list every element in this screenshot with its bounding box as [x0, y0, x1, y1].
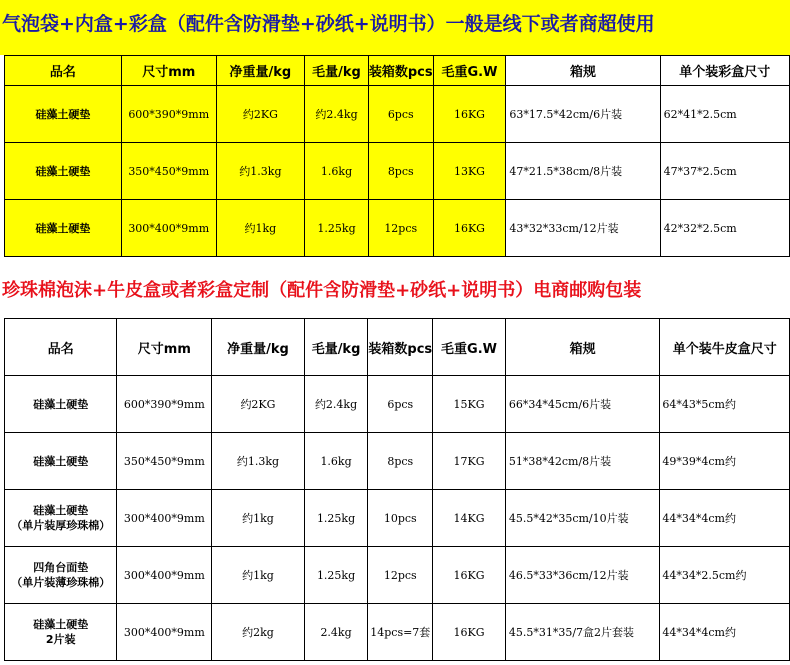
col-header-gross-weight: 毛量/kg [305, 56, 369, 86]
cell-name: 硅藻土硬垫 [5, 143, 122, 200]
table-row [5, 604, 790, 661]
cell-box-size: 44*34*4cm约 [660, 604, 790, 661]
table-row [5, 433, 790, 490]
cell-carton: 45.5*31*35/7盒2片套装 [505, 604, 660, 661]
cell-pcs: 12pcs [368, 200, 433, 257]
cell-size: 350*450*9mm [121, 143, 216, 200]
cell-carton: 63*17.5*42cm/6片装 [506, 86, 660, 143]
table-row [5, 143, 790, 200]
cell-size: 600*390*9mm [117, 376, 212, 433]
cell-box-size: 42*32*2.5cm [660, 200, 789, 257]
cell-net: 约1kg [212, 547, 304, 604]
table-row [5, 200, 790, 257]
cell-pcs: 6pcs [368, 86, 433, 143]
col-header-pcs: 装箱数pcs [368, 56, 433, 86]
col-header-size: 尺寸mm [117, 319, 212, 376]
cell-name-line2: （单片装薄珍珠棉） [11, 576, 111, 589]
cell-net: 约1kg [216, 200, 305, 257]
cell-gross: 1.25kg [305, 200, 369, 257]
cell-box-size: 49*39*4cm约 [660, 433, 790, 490]
cell-carton: 43*32*33cm/12片装 [506, 200, 660, 257]
cell-name-line1: 硅藻土硬垫 [33, 397, 89, 411]
cell-gross: 2.4kg [304, 604, 368, 661]
section1-banner [0, 0, 790, 55]
col-header-box-size: 单个装彩盒尺寸 [660, 56, 789, 86]
cell-box-size: 47*37*2.5cm [660, 143, 789, 200]
cell-gross: 1.25kg [304, 547, 368, 604]
cell-size: 600*390*9mm [121, 86, 216, 143]
cell-gw: 16KG [433, 604, 506, 661]
cell-gw: 16KG [433, 547, 506, 604]
cell-pcs: 8pcs [368, 143, 433, 200]
cell-net: 约1.3kg [216, 143, 305, 200]
cell-carton: 51*38*42cm/8片装 [505, 433, 660, 490]
col-header-pcs: 装箱数pcs [368, 319, 433, 376]
col-header-gw: 毛重G.W [433, 319, 506, 376]
cell-pcs: 12pcs [368, 547, 433, 604]
col-header-net-weight: 净重量/kg [216, 56, 305, 86]
cell-size: 300*400*9mm [117, 604, 212, 661]
cell-name [5, 547, 117, 604]
col-header-name: 品名 [5, 319, 117, 376]
cell-gross: 1.6kg [304, 433, 368, 490]
cell-gw: 17KG [433, 433, 506, 490]
cell-size: 350*450*9mm [117, 433, 212, 490]
cell-name-line2: （单片装厚珍珠棉） [11, 519, 111, 532]
cell-pcs: 8pcs [368, 433, 433, 490]
cell-name-line1: 硅藻土硬垫 [33, 454, 89, 468]
cell-gross: 1.6kg [305, 143, 369, 200]
cell-carton: 45.5*42*35cm/10片装 [505, 490, 660, 547]
cell-box-size: 44*34*2.5cm约 [660, 547, 790, 604]
cell-gw: 16KG [433, 86, 506, 143]
cell-net: 约2KG [216, 86, 305, 143]
section2-header-row [5, 319, 790, 376]
cell-net: 约2kg [212, 604, 304, 661]
section1-table [4, 55, 790, 257]
col-header-carton: 箱规 [505, 319, 660, 376]
col-header-size: 尺寸mm [121, 56, 216, 86]
col-header-carton: 箱规 [506, 56, 660, 86]
table-row [5, 547, 790, 604]
table-row [5, 490, 790, 547]
cell-carton: 66*34*45cm/6片装 [505, 376, 660, 433]
cell-net: 约1.3kg [212, 433, 304, 490]
cell-gw: 13KG [433, 143, 506, 200]
cell-size: 300*400*9mm [117, 547, 212, 604]
section2-title: 珍珠棉泡沫+牛皮盒或者彩盒定制（配件含防滑垫+砂纸+说明书）电商邮购包装 [2, 280, 642, 301]
cell-size: 300*400*9mm [117, 490, 212, 547]
cell-size: 300*400*9mm [121, 200, 216, 257]
cell-box-size: 64*43*5cm约 [660, 376, 790, 433]
cell-name-line1: 四角台面垫 [33, 561, 89, 574]
cell-net: 约2KG [212, 376, 304, 433]
section2-table [4, 318, 790, 661]
cell-name [5, 490, 117, 547]
cell-name [5, 433, 117, 490]
cell-name: 硅藻土硬垫 [5, 200, 122, 257]
cell-gw: 16KG [433, 200, 506, 257]
col-header-net-weight: 净重量/kg [212, 319, 304, 376]
col-header-gw: 毛重G.W [433, 56, 506, 86]
cell-pcs: 10pcs [368, 490, 433, 547]
section1-header-row [5, 56, 790, 86]
cell-box-size: 44*34*4cm约 [660, 490, 790, 547]
cell-net: 约1kg [212, 490, 304, 547]
cell-carton: 47*21.5*38cm/8片装 [506, 143, 660, 200]
col-header-gross-weight: 毛量/kg [304, 319, 368, 376]
col-header-box-size: 单个装牛皮盒尺寸 [660, 319, 790, 376]
cell-pcs: 6pcs [368, 376, 433, 433]
cell-name: 硅藻土硬垫 [5, 86, 122, 143]
cell-gross: 约2.4kg [305, 86, 369, 143]
cell-name [5, 376, 117, 433]
cell-name-line1: 硅藻土硬垫 [33, 504, 89, 517]
col-header-name: 品名 [5, 56, 122, 86]
cell-name [5, 604, 117, 661]
cell-name-line2: 2片装 [45, 633, 76, 646]
cell-carton: 46.5*33*36cm/12片装 [505, 547, 660, 604]
cell-gw: 14KG [433, 490, 506, 547]
cell-gross: 1.25kg [304, 490, 368, 547]
table-row [5, 86, 790, 143]
section1-title: 气泡袋+内盒+彩盒（配件含防滑垫+砂纸+说明书）一般是线下或者商超使用 [2, 13, 655, 35]
cell-gross: 约2.4kg [304, 376, 368, 433]
cell-box-size: 62*41*2.5cm [660, 86, 789, 143]
cell-pcs: 14pcs=7套 [368, 604, 433, 661]
cell-name-line1: 硅藻土硬垫 [33, 618, 89, 631]
cell-gw: 15KG [433, 376, 506, 433]
table-row [5, 376, 790, 433]
